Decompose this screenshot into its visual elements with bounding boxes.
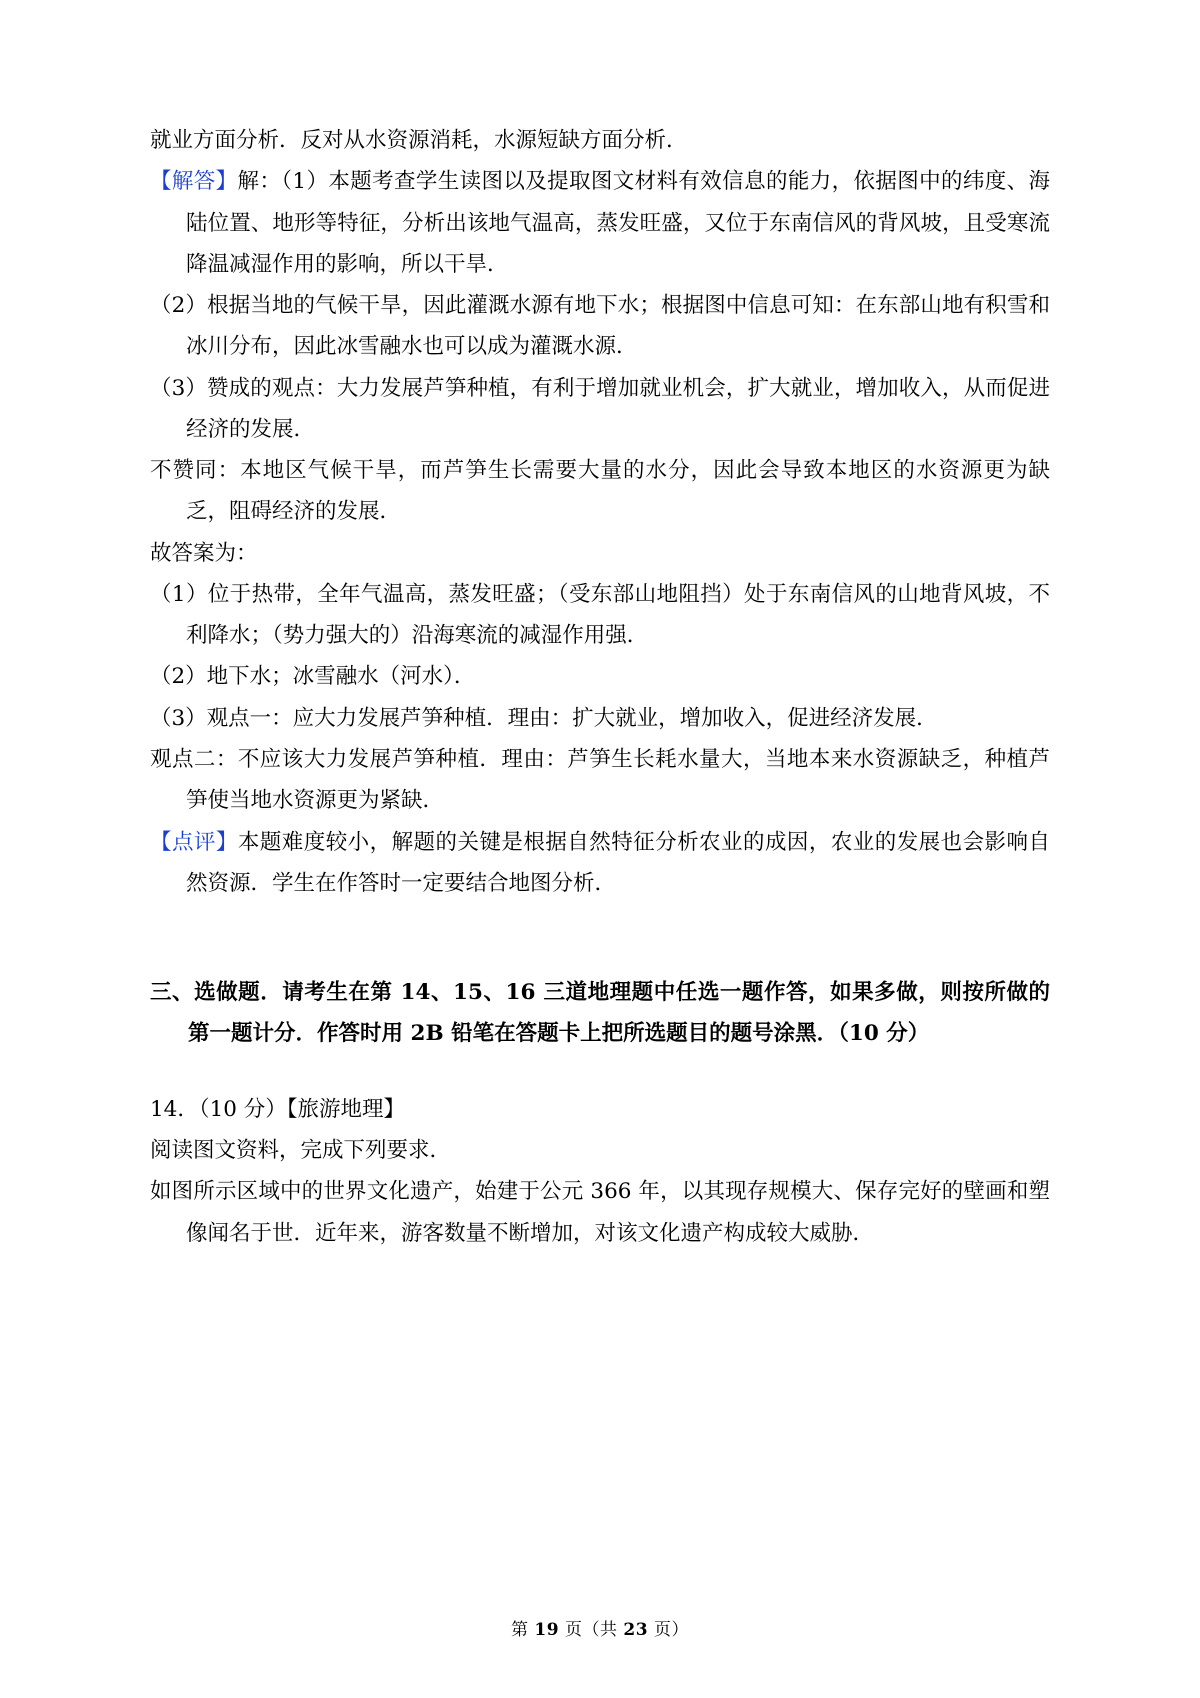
section-heading-three xyxy=(150,972,1050,1056)
question-instruction xyxy=(150,1130,1050,1171)
footer-suffix: 页） xyxy=(648,1620,689,1640)
question-body-text: 如图所示区域中的世界文化遗产，始建于公元 366 年，以其现存规模大、保存完好的壁画和塑像闻名于世．近年来，游客数量不断增加，对该文化遗产构成较大威胁． xyxy=(150,1179,1050,1246)
question-body xyxy=(150,1171,1050,1254)
paragraph-answer-1-text: 解：（1）本题考查学生读图以及提取图文材料有效信息的能力，依据图中的纬度、海陆位置、地形等特征，分析出该地气温高，蒸发旺盛，又位于东南信风的背风坡，且受寒流降温减湿作用的影响，所以干旱． xyxy=(186,169,1050,277)
paragraph-answer-4 xyxy=(150,450,1050,533)
page-footer xyxy=(0,1615,1200,1640)
answer-tag: 【解答】 xyxy=(150,169,238,195)
paragraph-comment-text: 本题难度较小，解题的关键是根据自然特征分析农业的成因，农业的发展也会影响自然资源．学生在作答时一定要结合地图分析． xyxy=(186,829,1050,896)
paragraph-intro xyxy=(150,120,1050,161)
paragraph-answer-2-text: （2）根据当地的气候干旱，因此灌溉水源有地下水；根据图中信息可知：在东部山地有积雪和冰川分布，因此冰雪融水也可以成为灌溉水源． xyxy=(150,293,1050,360)
paragraph-final-2 xyxy=(150,656,1050,697)
section-spacer xyxy=(150,904,1050,950)
paragraph-final-2-text: （2）地下水；冰雪融水（河水）． xyxy=(150,664,476,690)
paragraph-intro-text: 就业方面分析．反对从水资源消耗，水源短缺方面分析． xyxy=(150,128,688,153)
footer-total-pages: 23 xyxy=(623,1620,649,1640)
footer-middle: 页（共 xyxy=(559,1620,624,1640)
footer-page-number: 19 xyxy=(534,1620,560,1640)
paragraph-final-3 xyxy=(150,698,1050,739)
question-number-line xyxy=(150,1089,1050,1130)
paragraph-answer-3-text: （3）赞成的观点：大力发展芦笋种植，有利于增加就业机会，扩大就业，增加收入，从而促进经济的发展． xyxy=(150,375,1050,442)
paragraph-final-1-text: （1）位于热带，全年气温高，蒸发旺盛；（受东部山地阻挡）处于东南信风的山地背风坡，不利降水；（势力强大的）沿海寒流的减湿作用强． xyxy=(150,581,1050,649)
paragraph-comment xyxy=(150,822,1050,905)
paragraph-answer-3 xyxy=(150,368,1050,451)
footer-prefix: 第 xyxy=(511,1620,535,1640)
question-number-text: 14．（10 分）【旅游地理】 xyxy=(150,1096,406,1122)
paragraph-answer-1 xyxy=(150,161,1050,285)
paragraph-answer-lead xyxy=(150,533,1050,574)
question-instruction-text: 阅读图文资料，完成下列要求． xyxy=(150,1138,452,1164)
paragraph-final-1 xyxy=(150,574,1050,657)
paragraph-final-3-text: （3）观点一：应大力发展芦笋种植．理由：扩大就业，增加收入，促进经济发展． xyxy=(150,705,938,731)
question-spacer xyxy=(150,1077,1050,1089)
paragraph-answer-2 xyxy=(150,285,1050,368)
document-body xyxy=(150,120,1050,1254)
comment-tag: 【点评】 xyxy=(150,829,238,855)
paragraph-answer-4-text: 不赞同：本地区气候干旱，而芦笋生长需要大量的水分，因此会导致本地区的水资源更为缺乏，阻碍经济的发展． xyxy=(150,458,1050,525)
paragraph-final-4 xyxy=(150,739,1050,822)
paragraph-final-4-text: 观点二：不应该大力发展芦笋种植．理由：芦笋生长耗水量大，当地本来水资源缺乏，种植芦笋使当地水资源更为紧缺． xyxy=(150,746,1050,814)
section-heading-three-text: 三、选做题．请考生在第 14、15、16 三道地理题中任选一题作答，如果多做，则按所做的第一题计分．作答时用 2B 铅笔在答题卡上把所选题目的题号涂黑．（10 分） xyxy=(150,979,1050,1047)
paragraph-answer-lead-text: 故答案为： xyxy=(150,540,258,566)
